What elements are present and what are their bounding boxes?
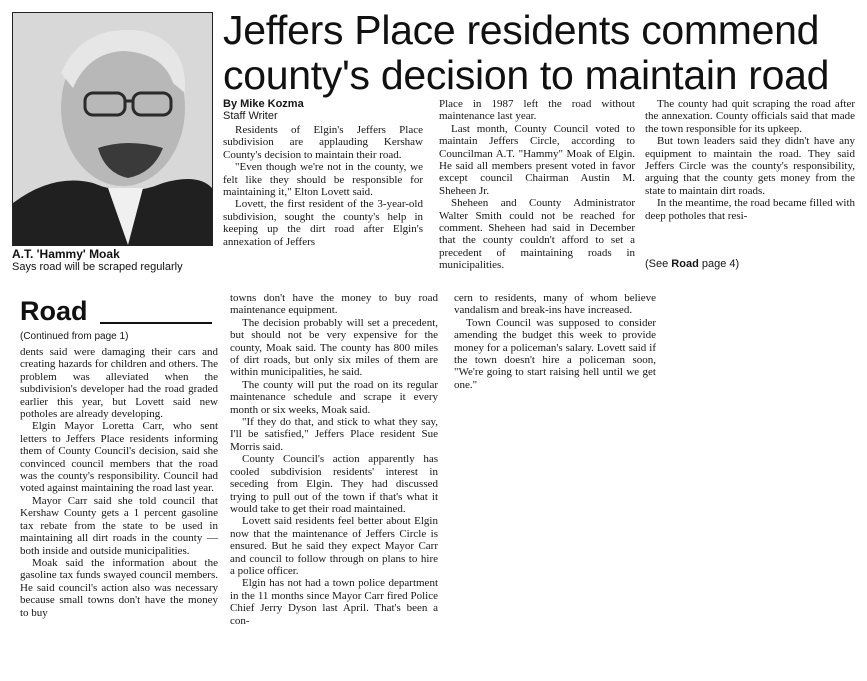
paragraph: "If they do that, and stick to what they say, I'll be satisfied," Jeffers Place resident Sue Morris said. — [230, 416, 438, 453]
paragraph: The county will put the road on its regular maintenance schedule and scrape it every month or six weeks, Moak said. — [230, 378, 438, 416]
paragraph: Mayor Carr said she told council that Kershaw County gets a 1 percent gasoline tax rebate from the state to be used in maintaining all dirt roads in the county — both inside and outside municipalities. — [20, 494, 218, 557]
story-column-1 — [223, 124, 423, 248]
photo-caption-name: A.T. 'Hammy' Moak — [12, 247, 120, 261]
jump-suffix: page 4) — [698, 258, 740, 270]
paragraph: towns don't have the money to buy road maintenance equipment. — [230, 292, 438, 317]
paragraph: But town leaders said they didn't have any equipment to maintain the road. They said Jeffers Circle was the county's responsibility, arguing that the county gets money from the state to maintain dirt roads. — [645, 135, 855, 197]
paragraph: In the meantime, the road became filled with deep potholes that resi- — [645, 197, 855, 222]
story-column-2 — [439, 98, 635, 272]
jump-reference — [645, 258, 739, 270]
headline-rule — [100, 322, 212, 324]
jump-section: Road — [671, 258, 699, 270]
paragraph: Elgin Mayor Loretta Carr, who sent letters to Jeffers Place residents informing them of County Council's decision, said she convinced council members that the road was the county's responsibility. Council had voted against maintaining the road last year. — [20, 420, 218, 495]
continued-column-2 — [230, 292, 438, 627]
continued-column-1 — [20, 346, 218, 619]
paragraph: Residents of Elgin's Jeffers Place subdivision are applauding Kershaw County's decision to maintain their road. — [223, 124, 423, 161]
paragraph: Lovett said residents feel better about Elgin now that the maintenance of Jeffers Circle is ensured. But he said they expect Mayor Carr and council to follow through on plans to hire a police officer. — [230, 515, 438, 577]
paragraph: Moak said the information about the gasoline tax funds swayed council members. He said council's action also was necessary because small towns don't have the money to buy — [20, 556, 218, 619]
paragraph: Town Council was supposed to consider amending the budget this week to provide money for a policeman's salary. Lovett said if the town doesn't hire a policeman soon, "We're going to start raising hell until we get one." — [454, 316, 656, 391]
portrait-illustration — [13, 13, 212, 245]
continued-from: (Continued from page 1) — [20, 331, 129, 342]
paragraph: Place in 1987 left the road without maintenance last year. — [439, 98, 635, 123]
paragraph: cern to residents, many of whom believe vandalism and break-ins have increased. — [454, 292, 656, 317]
staff-writer: Staff Writer — [223, 110, 278, 122]
headline: Jeffers Place residents commend county's decision to maintain road — [223, 7, 830, 98]
paragraph: The county had quit scraping the road after the annexation. County officials said that made the town responsible for its upkeep. — [645, 98, 855, 135]
paragraph: Elgin has not had a town police department in the 11 months since Mayor Carr fired Police Chief Jerry Dyson last April. That's been a con- — [230, 577, 438, 627]
continued-headline: Road — [20, 296, 88, 326]
paragraph: Lovett, the first resident of the 3-year-old subdivision, sought the county's help in keeping up the dirt road after Elgin's annexation of Jeffers — [223, 198, 423, 248]
continued-column-3 — [454, 292, 656, 391]
byline: By Mike Kozma — [223, 98, 304, 110]
paragraph: dents said were damaging their cars and creating hazards for children and others. The problem was alleviated when the subdivision's developer had the road graded earlier this year, but Lovett said new potholes are already developing. — [20, 346, 218, 421]
paragraph: The decision probably will set a precedent, but should not be very expensive for the county, Moak said. The county has 800 miles of dirt roads, but only six miles of them are within municipalities, he said. — [230, 316, 438, 379]
paragraph: County Council's action apparently has cooled subdivision residents' interest in seceding from Elgin. They had discussed trying to pull out of the town if that's what it would take to get their road maintained. — [230, 453, 438, 515]
photo-caption: Says road will be scraped regularly — [12, 261, 183, 273]
paragraph: "Even though we're not in the county, we felt like they should be responsible for maintaining it," Elton Lovett said. — [223, 161, 423, 199]
portrait-photo — [12, 12, 213, 246]
story-column-3 — [645, 98, 855, 222]
jump-prefix: (See — [645, 258, 672, 270]
paragraph: Sheheen and County Administrator Walter Smith could not be reached for comment. Sheheen had said in December that the county couldn't afford to set a precedent of maintaining roads in municipalities. — [439, 197, 635, 272]
paragraph: Last month, County Council voted to maintain Jeffers Circle, according to Councilman A.T. "Hammy" Moak of Elgin. He said all members present voted in favor except council Chairman Austin M. Sheheen Jr. — [439, 122, 635, 197]
